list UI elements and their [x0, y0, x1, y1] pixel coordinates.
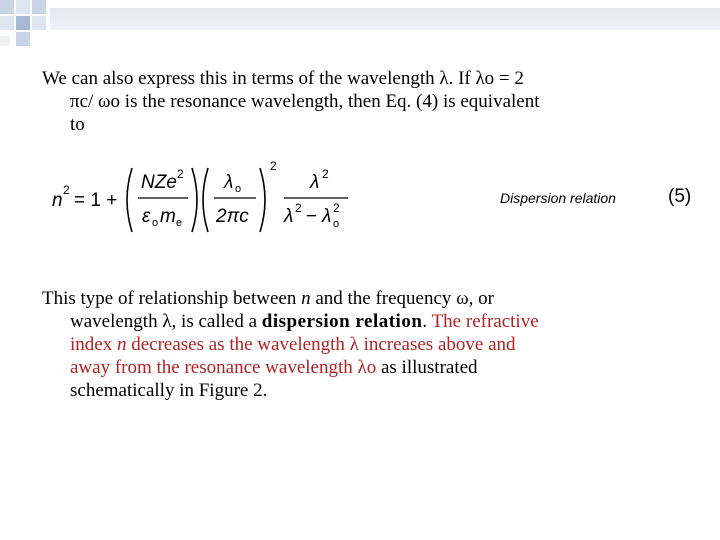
- p2-line-5: schematically in Figure 2.: [70, 380, 268, 401]
- intro-line-2: πc/ ωo is the resonance wavelength, then Eq. (4) is equivalent: [70, 91, 540, 112]
- p2-line-2b: .: [422, 311, 432, 332]
- eq-f3-num-exp: 2: [322, 167, 329, 181]
- title-bar-decoration: [50, 8, 720, 30]
- eq-f1-den-sub: o: [152, 217, 159, 229]
- eq-f2-num: λ: [224, 172, 234, 193]
- dispersion-paragraph: [42, 287, 682, 402]
- p2-line-2-red: The refractive: [431, 311, 539, 332]
- eq-f1-den: ε: [142, 206, 151, 227]
- eq-paren-left-2: [203, 168, 208, 232]
- eq-paren-right-2: [260, 168, 265, 232]
- equation-number: (5): [668, 186, 692, 207]
- p2-line-3b: decreases as the wavelength λ increases above and: [126, 334, 516, 355]
- p2-line-1-n: n: [301, 288, 311, 309]
- p2-line-3a: index: [70, 334, 117, 355]
- p2-line-3-n: n: [116, 334, 127, 355]
- eq-paren-right-1: [192, 168, 197, 232]
- dispersion-equation: [52, 158, 392, 238]
- p2-line-2: [42, 310, 682, 333]
- p2-line-4-red: away from the resonance wavelength λo: [70, 357, 377, 378]
- eq-f1-den2: m: [160, 206, 176, 227]
- eq-lhs: n: [52, 190, 63, 211]
- eq-lhs-exp: 2: [63, 183, 70, 197]
- eq-f3-den-a-exp: 2: [295, 201, 302, 215]
- intro-line-1: We can also express this in terms of the wavelength λ. If λo = 2: [42, 68, 524, 89]
- p2-line-3: [42, 333, 682, 356]
- p2-line-4: [42, 356, 682, 379]
- p2-line-4b: as illustrated: [376, 357, 478, 378]
- eq-f1-den2-sub: e: [176, 217, 183, 229]
- eq-paren-left-1: [127, 168, 132, 232]
- eq-f3-den-b: λ: [322, 206, 332, 227]
- intro-line-3: to: [70, 114, 85, 135]
- p2-line-1a: This type of relationship between: [42, 288, 302, 309]
- intro-paragraph: [42, 67, 682, 136]
- eq-f2-den: 2πc: [216, 206, 249, 227]
- eq-f3-den-a: λ: [284, 206, 294, 227]
- equation-label: Dispersion relation: [500, 190, 616, 206]
- eq-f3-num: λ: [310, 172, 320, 193]
- eq-equals: = 1 +: [74, 190, 118, 211]
- eq-f3-den-b-sub: o: [333, 218, 340, 230]
- p2-line-2a: wavelength λ, is called a: [70, 311, 262, 332]
- eq-f3-den-b-exp: 2: [333, 201, 340, 215]
- eq-f2-num-sub: o: [235, 183, 242, 195]
- eq-f3-den-minus: −: [306, 206, 318, 227]
- p2-line-1b: and the frequency ω, or: [310, 288, 495, 309]
- p2-line-2-bold: dispersion relation: [261, 311, 423, 332]
- eq-f1-num: NZe: [141, 172, 177, 193]
- eq-f2-exp: 2: [270, 159, 277, 173]
- eq-f1-num-exp: 2: [177, 167, 184, 181]
